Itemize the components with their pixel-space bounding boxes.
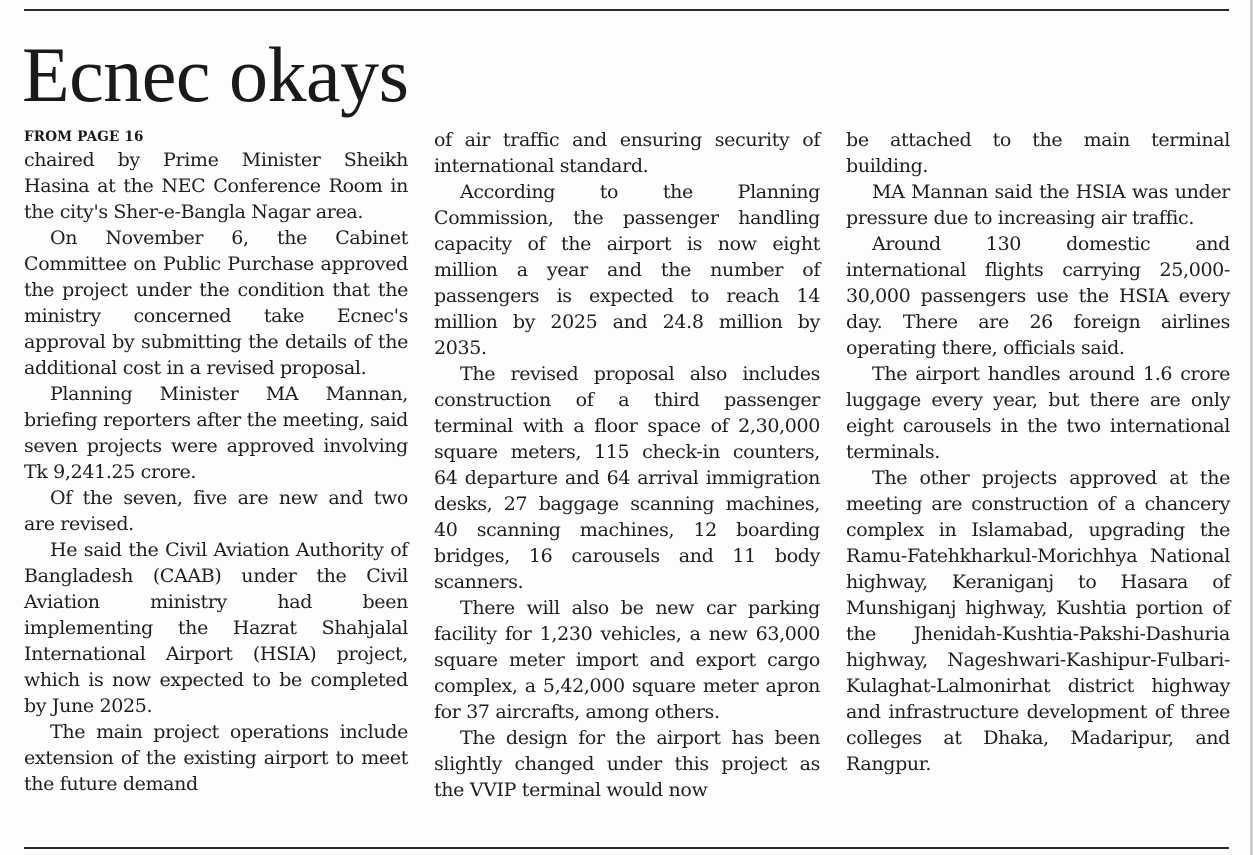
bottom-rule — [24, 847, 1229, 849]
paragraph: MA Mannan said the HSIA was under pressure due to increasing air traffic. — [846, 181, 1230, 229]
paragraph: Planning Minister MA Mannan, briefing reporters after the meeting, said seven projects were approved involving Tk 9,241.25 crore. — [24, 383, 408, 483]
paragraph: The design for the airport has been slightly changed under this project as the VVIP terminal would now — [434, 727, 820, 801]
column-2 — [434, 127, 820, 803]
paragraph: Around 130 domestic and international flights carrying 25,000-30,000 passengers use the HSIA every day. There are 26 foreign airlines operating there, officials said. — [846, 233, 1230, 359]
column-3 — [846, 127, 1230, 777]
paragraph: He said the Civil Aviation Authority of Bangladesh (CAAB) under the Civil Aviation ministry had been implementing the Hazrat Shahjalal International Airport (HSIA) project, which is now expected to be completed by June 2025. — [24, 539, 408, 717]
paragraph: The other projects approved at the meeting are construction of a chancery complex in Islamabad, upgrading the Ramu-Fatehkharkul-Morichhya National highway, Keraniganj to Hasara of Munshiganj highway, Kushtia portion of the Jhenidah-Kushtia-Pakshi-Dashuria highway, Nageshwari-Kashipur-Fulbari-Kulaghat-Lalmonirhat district highway and infrastructure development of three colleges at Dhaka, Madaripur, and Rangpur. — [846, 467, 1230, 775]
paragraph: There will also be new car parking facility for 1,230 vehicles, a new 63,000 square meter import and export cargo complex, a 5,42,000 square meter apron for 37 aircrafts, among others. — [434, 597, 820, 723]
paragraph: According to the Planning Commission, the passenger handling capacity of the airport is now eight million a year and the number of passengers is expected to reach 14 million by 2025 and 24.8 million by 2035. — [434, 181, 820, 359]
jump-line: FROM PAGE 16 — [24, 129, 144, 145]
paragraph: Of the seven, five are new and two are revised. — [24, 487, 408, 535]
top-rule — [24, 9, 1229, 11]
column-1 — [24, 127, 408, 797]
paragraph: The airport handles around 1.6 crore luggage every year, but there are only eight carousels in the two international terminals. — [846, 363, 1230, 463]
paragraph: of air traffic and ensuring security of international standard. — [434, 129, 820, 177]
headline: Ecnec okays — [22, 31, 409, 118]
paragraph: be attached to the main terminal building. — [846, 129, 1230, 177]
paragraph: On November 6, the Cabinet Committee on Public Purchase approved the project under the condition that the ministry concerned take Ecnec's approval by submitting the details of the additional cost in a revised proposal. — [24, 227, 408, 379]
paragraph: chaired by Prime Minister Sheikh Hasina at the NEC Conference Room in the city's Sher-e-Bangla Nagar area. — [24, 149, 408, 223]
paragraph: The main project operations include extension of the existing airport to meet the future demand — [24, 721, 408, 795]
paragraph: The revised proposal also includes construction of a third passenger terminal with a floor space of 2,30,000 square meters, 115 check-in counters, 64 departure and 64 arrival immigration desks, 27 baggage scanning machines, 40 scanning machines, 12 boarding bridges, 16 carousels and 11 body scanners. — [434, 363, 820, 593]
